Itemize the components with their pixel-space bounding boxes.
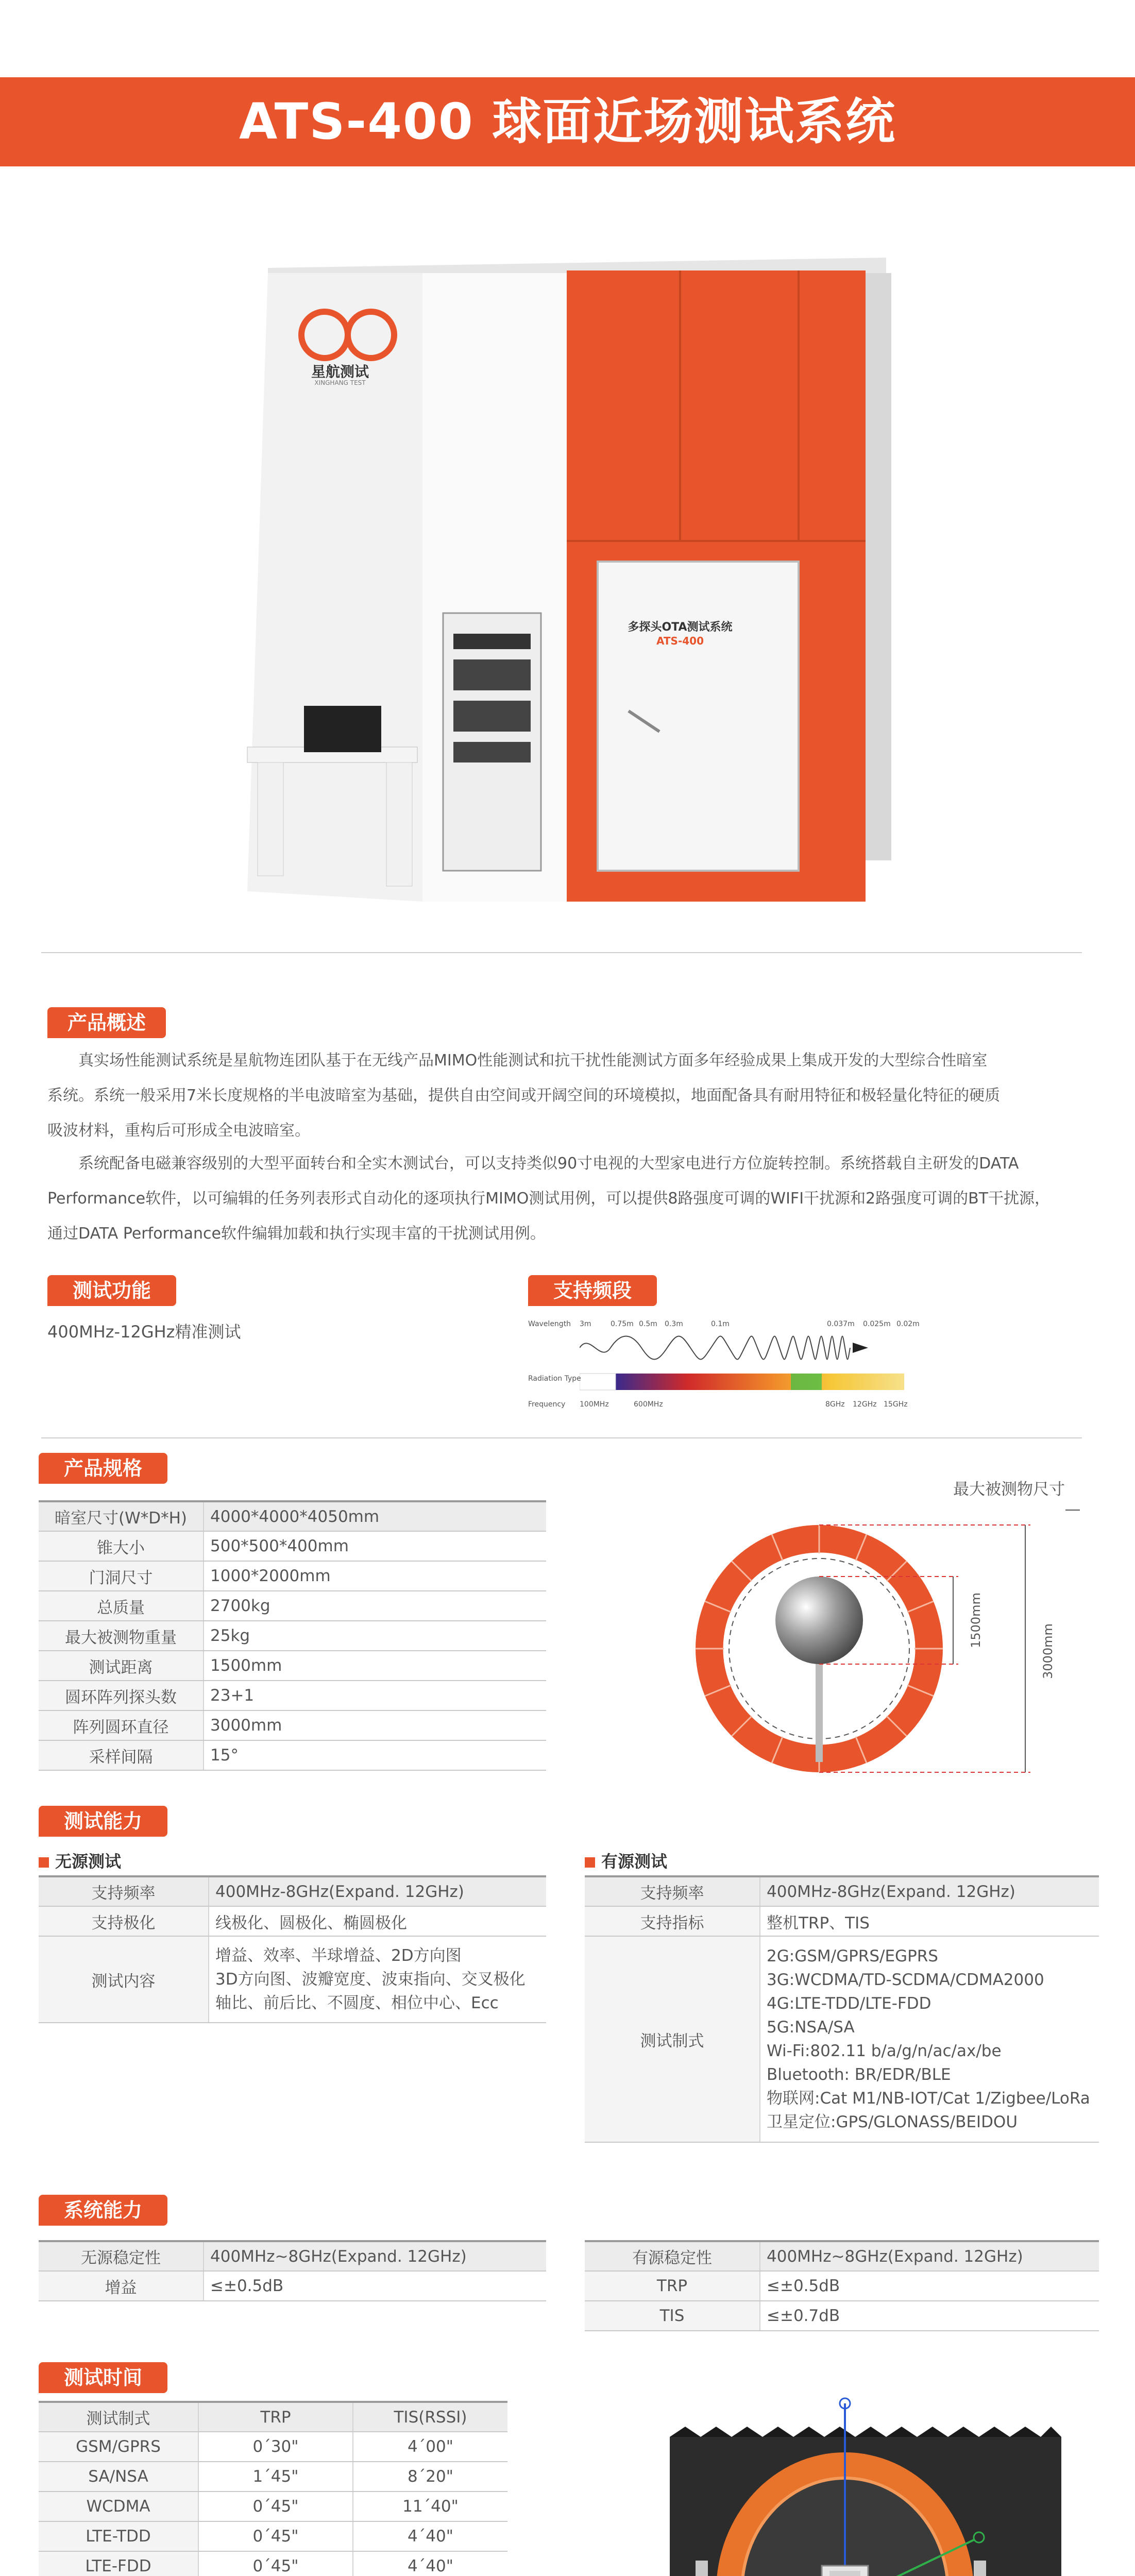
trp-cell: 0´45" — [198, 2551, 353, 2576]
active-value-line: 4G:LTE-TDD/LTE-FDD — [767, 1994, 931, 2013]
title-banner — [0, 77, 1135, 166]
passive-key: 支持极化 — [39, 1906, 209, 1936]
outer-dimension-label: 3000mm — [1041, 1623, 1055, 1679]
wavelength-tick: 3m — [580, 1320, 591, 1328]
spec-key: 最大被测物重量 — [39, 1621, 204, 1651]
table-row — [39, 2492, 507, 2521]
passive-value — [209, 1936, 546, 2023]
active-value-line: Wi-Fi:802.11 b/a/g/n/ac/ax/be — [767, 2042, 1002, 2060]
table-row — [39, 1591, 546, 1621]
spectrum-graphic — [580, 1332, 909, 1410]
table-row — [585, 1936, 1099, 2142]
spec-key: 暗室尺寸(W*D*H) — [39, 1501, 204, 1531]
table-row — [585, 2271, 1099, 2301]
passive-value: 400MHz-8GHz(Expand. 12GHz) — [209, 1876, 546, 1906]
mode-cell: WCDMA — [39, 2492, 198, 2521]
section-tag-specs: 产品规格 — [39, 1453, 167, 1484]
door-model: ATS-400 — [656, 635, 704, 647]
mode-cell: SA/NSA — [39, 2462, 198, 2492]
diagram-title: 最大被测物尺寸 — [953, 1480, 1065, 1499]
passive-value-line: 轴比、前后比、不圆度、相位中心、Ecc — [215, 1994, 499, 2012]
wavelength-tick: 0.025m — [863, 1320, 891, 1328]
column-header: 测试制式 — [39, 2402, 198, 2432]
page-title: ATS-400 球面近场测试系统 — [239, 93, 896, 150]
table-row — [39, 2521, 507, 2551]
spec-value: 23+1 — [204, 1681, 546, 1710]
spec-key: 圆环阵列探头数 — [39, 1681, 204, 1710]
active-table — [585, 1875, 1099, 2143]
active-value-line: 物联网:Cat M1/NB-IOT/Cat 1/Zigbee/LoRa — [767, 2089, 1090, 2108]
table-row — [39, 2462, 507, 2492]
spectrum-figure — [528, 1314, 920, 1417]
active-value-line: 卫星定位:GPS/GLONASS/BEIDOU — [767, 2113, 1018, 2131]
logo-text: 星航测试 — [311, 363, 369, 380]
overview-paragraph-1 — [47, 1043, 1088, 1148]
spec-value: 4000*4000*4050mm — [204, 1501, 546, 1531]
table-row — [39, 2551, 507, 2576]
overview-paragraph-2 — [47, 1146, 1088, 1251]
table-row — [39, 2241, 546, 2271]
active-value — [760, 1936, 1099, 2142]
active-value: 整机TRP、TIS — [760, 1906, 1099, 1936]
tis-cell: 4´00" — [353, 2432, 507, 2462]
system-value: 400MHz~8GHz(Expand. 12GHz) — [204, 2241, 546, 2271]
active-key: 支持指标 — [585, 1906, 760, 1936]
frequency-tick: 600MHz — [634, 1400, 663, 1409]
tis-cell: 8´20" — [353, 2462, 507, 2492]
divider — [41, 1437, 1082, 1438]
mode-cell: GSM/GPRS — [39, 2432, 198, 2462]
table-row — [585, 2301, 1099, 2331]
section-tag-timing: 测试时间 — [39, 2362, 167, 2393]
passive-value: 线极化、圆极化、椭圆极化 — [209, 1906, 546, 1936]
table-row — [39, 1651, 546, 1681]
passive-test-title: 无源测试 — [55, 1852, 122, 1871]
wavelength-tick: 0.3m — [665, 1320, 683, 1328]
chamber-illustration — [216, 242, 896, 922]
overview-line: Performance软件，以可编辑的任务列表形式自动化的逐项执行MIMO测试用例，可以提供8路强度可调的WIFI干扰源和2路强度可调的BT干扰源， — [47, 1190, 1051, 1208]
frequency-tick: 8GHz — [825, 1400, 845, 1409]
table-row — [585, 1876, 1099, 1906]
table-row — [39, 1501, 546, 1531]
overview-line: 真实场性能测试系统是星航物连团队基于在无线产品MIMO性能测试和抗干扰性能测试方面多年经验成果上集成开发的大型综合性暗室 — [78, 1052, 988, 1070]
radiation-type-label: Radiation Type — [528, 1375, 581, 1383]
passive-table — [39, 1875, 546, 2023]
active-test-header — [585, 1849, 667, 1872]
table-row — [39, 1906, 546, 1936]
active-value-line: Bluetooth: BR/EDR/BLE — [767, 2065, 951, 2084]
system-key: 无源稳定性 — [39, 2241, 204, 2271]
spec-key: 锥大小 — [39, 1531, 204, 1561]
trp-cell: 0´45" — [198, 2521, 353, 2551]
table-row — [39, 2271, 546, 2301]
table-row — [585, 2241, 1099, 2271]
spec-key: 门洞尺寸 — [39, 1561, 204, 1591]
table-row — [39, 1740, 546, 1770]
active-key: 支持频率 — [585, 1876, 760, 1906]
trp-cell: 0´45" — [198, 2492, 353, 2521]
system-value: ≤±0.5dB — [204, 2271, 546, 2301]
spec-value: 1000*2000mm — [204, 1561, 546, 1591]
table-row — [39, 1936, 546, 2023]
active-key: 测试制式 — [585, 1936, 760, 2142]
system-key: TRP — [585, 2271, 760, 2301]
diagram-title-underline — [1065, 1510, 1080, 1511]
passive-key: 测试内容 — [39, 1936, 209, 2023]
mode-cell: LTE-TDD — [39, 2521, 198, 2551]
frequency-tick: 100MHz — [580, 1400, 609, 1409]
spec-value: 500*500*400mm — [204, 1531, 546, 1561]
inner-dimension-label: 1500mm — [969, 1592, 983, 1648]
frequency-tick: 12GHz — [853, 1400, 877, 1409]
test-function-text: 400MHz-12GHz精准测试 — [47, 1322, 241, 1342]
passive-value-line: 3D方向图、波瓣宽度、波束指向、交叉极化 — [215, 1970, 526, 1989]
section-tag-freq-band: 支持频段 — [528, 1275, 657, 1306]
system-value: 400MHz~8GHz(Expand. 12GHz) — [760, 2241, 1099, 2271]
wavelength-tick: 0.037m — [827, 1320, 855, 1328]
spec-key: 总质量 — [39, 1591, 204, 1621]
system-left-table — [39, 2240, 546, 2301]
passive-value-line: 增益、效率、半球增益、2D方向图 — [215, 1946, 462, 1965]
table-row — [39, 1710, 546, 1740]
table-row — [39, 1621, 546, 1651]
door-label: 多探头OTA测试系统 — [628, 621, 733, 634]
system-value: ≤±0.7dB — [760, 2301, 1099, 2331]
spec-value: 1500mm — [204, 1651, 546, 1681]
spec-value: 25kg — [204, 1621, 546, 1651]
logo-subtext: XINGHANG TEST — [314, 379, 366, 386]
ring-chamber-illustration — [613, 2391, 1118, 2576]
bullet-square — [585, 1857, 595, 1868]
bullet-square — [39, 1857, 49, 1868]
spec-value: 2700kg — [204, 1591, 546, 1621]
trp-cell: 1´45" — [198, 2462, 353, 2492]
wavelength-tick: 0.75m — [611, 1320, 634, 1328]
section-tag-system: 系统能力 — [39, 2195, 167, 2226]
system-key: TIS — [585, 2301, 760, 2331]
timing-table — [39, 2401, 507, 2576]
ring-array-diagram — [670, 1520, 1061, 1788]
overview-line: 通过DATA Performance软件编辑加载和执行实现丰富的干扰测试用例。 — [47, 1225, 546, 1243]
wavelength-label: Wavelength — [528, 1320, 571, 1328]
tis-cell: 4´40" — [353, 2551, 507, 2576]
table-row — [39, 2432, 507, 2462]
frequency-label: Frequency — [528, 1400, 566, 1409]
passive-key: 支持频率 — [39, 1876, 209, 1906]
system-key: 增益 — [39, 2271, 204, 2301]
frequency-tick: 15GHz — [884, 1400, 908, 1409]
active-value-line: 3G:WCDMA/TD-SCDMA/CDMA2000 — [767, 1971, 1044, 1989]
section-tag-overview: 产品概述 — [47, 1007, 166, 1038]
system-key: 有源稳定性 — [585, 2241, 760, 2271]
overview-line: 系统配备电磁兼容级别的大型平面转台和全实木测试台，可以支持类似90寸电视的大型家电进行方位旋转控制。系统搭载自主研发的DATA — [78, 1155, 1019, 1173]
trp-cell: 0´30" — [198, 2432, 353, 2462]
wavelength-tick: 0.1m — [711, 1320, 730, 1328]
active-test-title: 有源测试 — [601, 1852, 668, 1871]
table-row — [39, 1876, 546, 1906]
divider — [41, 952, 1082, 953]
tis-cell: 11´40" — [353, 2492, 507, 2521]
spec-key: 阵列圆环直径 — [39, 1710, 204, 1740]
passive-test-header — [39, 1849, 121, 1872]
overview-line: 吸波材料，重构后可形成全电波暗室。 — [47, 1122, 310, 1140]
table-row — [39, 1681, 546, 1710]
specs-table — [39, 1500, 546, 1771]
table-header-row — [39, 2402, 507, 2432]
mode-cell: LTE-FDD — [39, 2551, 198, 2576]
spec-key: 测试距离 — [39, 1651, 204, 1681]
tis-cell: 4´40" — [353, 2521, 507, 2551]
active-value-line: 2G:GSM/GPRS/EGPRS — [767, 1947, 938, 1965]
system-value: ≤±0.5dB — [760, 2271, 1099, 2301]
table-row — [39, 1531, 546, 1561]
section-tag-test-function: 测试功能 — [47, 1275, 176, 1306]
spec-value: 3000mm — [204, 1710, 546, 1740]
spec-key: 采样间隔 — [39, 1740, 204, 1770]
active-value: 400MHz-8GHz(Expand. 12GHz) — [760, 1876, 1099, 1906]
table-row — [585, 1906, 1099, 1936]
active-value-line: 5G:NSA/SA — [767, 2018, 855, 2037]
overview-line: 系统。系统一般采用7米长度规格的半电波暗室为基础，提供自由空间或开阔空间的环境模拟，地面配备具有耐用特征和极轻量化特征的硬质 — [47, 1087, 1001, 1105]
column-header: TRP — [198, 2402, 353, 2432]
wavelength-tick: 0.02m — [896, 1320, 920, 1328]
system-right-table — [585, 2240, 1099, 2331]
table-row — [39, 1561, 546, 1591]
spec-value: 15° — [204, 1740, 546, 1770]
section-tag-capability: 测试能力 — [39, 1806, 167, 1837]
column-header: TIS(RSSI) — [353, 2402, 507, 2432]
wavelength-tick: 0.5m — [639, 1320, 657, 1328]
